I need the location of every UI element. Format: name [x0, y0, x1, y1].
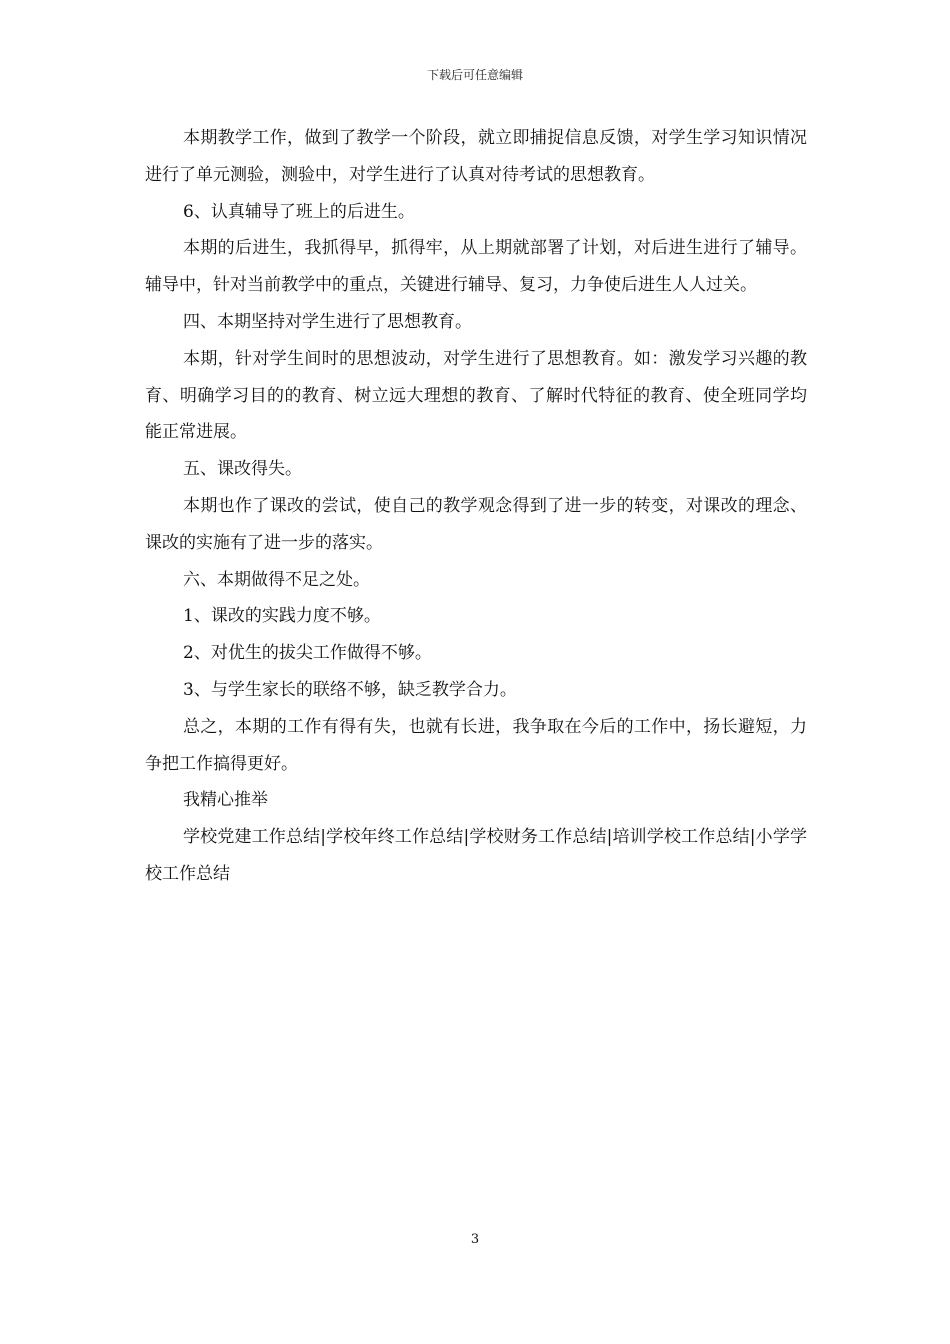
paragraph-summary: 总之，本期的工作有得有失，也就有长进，我争取在今后的工作中，扬长避短，力争把工作搞得更好。 — [145, 716, 807, 774]
list-item-3: 3、与学生家长的联络不够，缺乏教学合力。 — [183, 679, 517, 700]
document-body — [145, 120, 807, 893]
heading-ideology: 四、本期坚持对学生进行了思想教育。 — [183, 311, 472, 332]
page-number: 3 — [470, 1232, 480, 1247]
heading-reform: 五、课改得失。 — [183, 459, 302, 480]
paragraph-feedback: 本期教学工作，做到了教学一个阶段，就立即捕捉信息反馈，对学生学习知识情况进行了单元测验，测验中，对学生进行了认真对待考试的思想教育。 — [145, 128, 807, 185]
paragraph-ideology: 本期，针对学生间时的思想波动，对学生进行了思想教育。如：激发学习兴趣的教育、明确学习目的的教育、树立远大理想的教育、了解时代特征的教育、使全班同学均能正常进展。 — [145, 348, 807, 443]
list-item-1: 1、课改的实践力度不够。 — [183, 606, 381, 627]
recommend-links: 学校党建工作总结|学校年终工作总结|学校财务工作总结|培训学校工作总结|小学学校工作总结 — [145, 827, 807, 884]
paragraph-tutoring: 本期的后进生，我抓得早，抓得牢，从上期就部署了计划，对后进生进行了辅导。辅导中，针对当前教学中的重点，关键进行辅导、复习，力争使后进生人人过关。 — [145, 238, 807, 296]
heading-tutoring: 6、认真辅导了班上的后进生。 — [183, 201, 415, 222]
recommend-heading: 我精心推举 — [183, 790, 268, 811]
paragraph-reform: 本期也作了课改的尝试，使自己的教学观念得到了进一步的转变，对课改的理念、课改的实施有了进一步的落实。 — [145, 495, 807, 553]
list-item-2: 2、对优生的拔尖工作做得不够。 — [183, 643, 432, 664]
heading-shortcomings: 六、本期做得不足之处。 — [183, 569, 370, 590]
page-header: 下载后可任意编辑 — [426, 68, 523, 82]
